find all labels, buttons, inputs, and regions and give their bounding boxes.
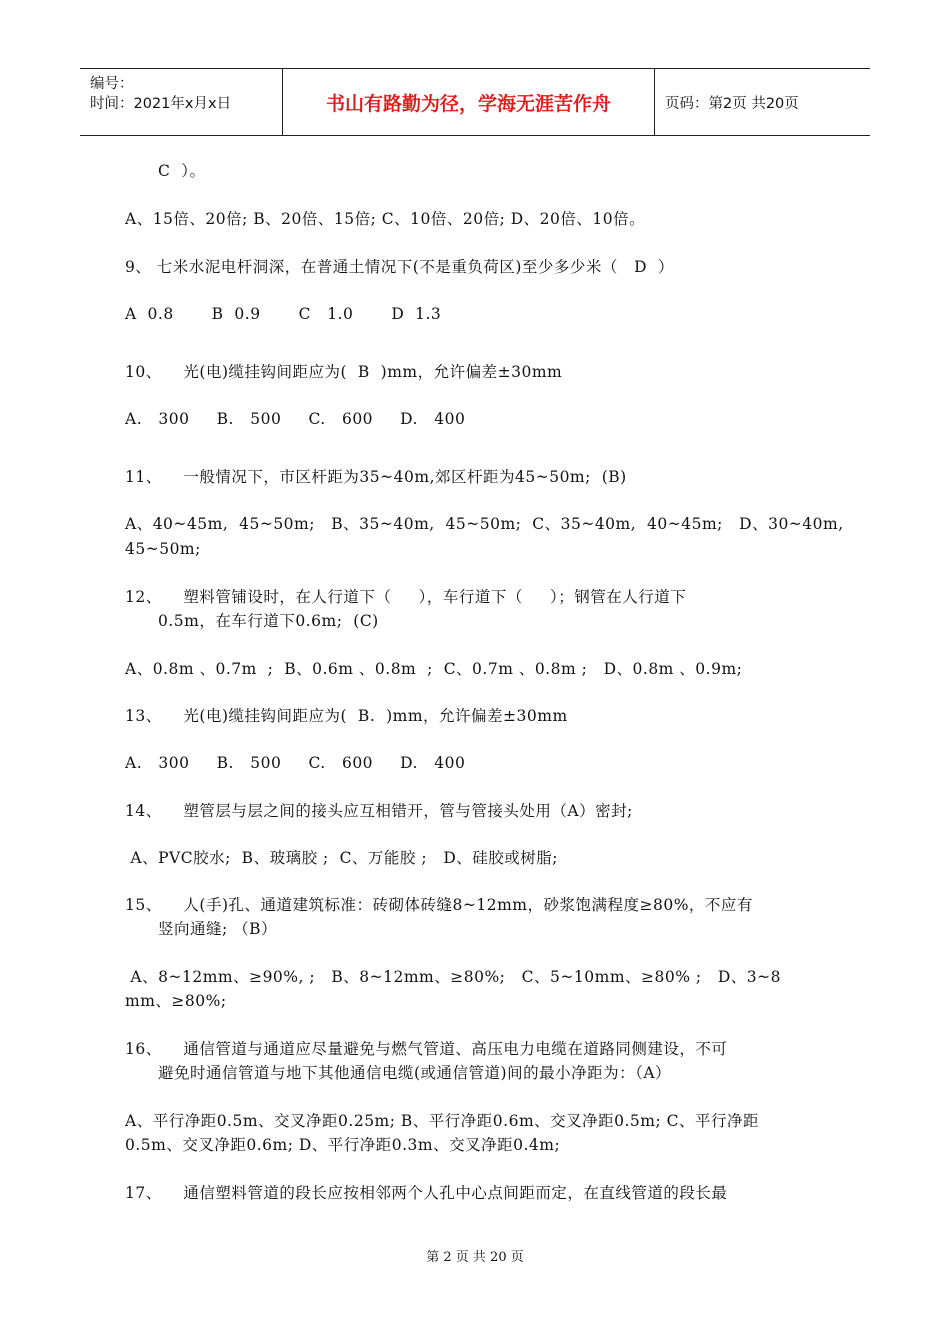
text-line: A、PVC胶水; B、玻璃胶 ; C、万能胶 ; D、硅胶或树脂; (125, 849, 559, 867)
text-line: A、15倍、20倍; B、20倍、15倍; C、10倍、20倍; D、20倍、10倍。 (125, 210, 646, 228)
page-footer: 第 2 页 共 20 页 (426, 1250, 524, 1265)
number-label: 编号： (90, 76, 134, 92)
header-motto (283, 69, 655, 135)
text-line: 14、 塑管层与层之间的接头应互相错开，管与管接头处用（A）密封; (125, 802, 633, 820)
text-line: A、8~12mm、≥90%, ; B、8~12mm、≥80%; C、5~10mm、≥80% ; D、3~8 (125, 968, 782, 986)
text-line: 10、 光(电)缆挂钩间距应为( B )mm，允许偏差±30mm (125, 363, 563, 381)
header-page-code (655, 69, 870, 135)
page-header (80, 68, 870, 136)
motto-text: 书山有路勤为径，学海无涯苦作舟 (325, 92, 611, 115)
text-line: 11、 一般情况下，市区杆距为35~40m,郊区杆距为45~50m; (B) (125, 468, 627, 486)
text-line: A、40~45m, 45~50m; B、35~40m, 45~50m; C、35~40m, 40~45m; D、30~40m, (125, 515, 844, 533)
text-line: 45~50m; (125, 540, 201, 558)
header-meta (80, 69, 283, 135)
text-line: 12、 塑料管铺设时，在人行道下（ ），车行道下（ ）；钢管在人行道下 (125, 588, 687, 606)
text-line: 16、 通信管道与通道应尽量避免与燃气管道、高压电力电缆在道路同侧建设，不可 (125, 1040, 728, 1058)
text-line: 避免时通信管道与地下其他通信电缆(或通信管道)间的最小净距为：（A） (158, 1064, 672, 1082)
text-line: 0.5m、交叉净距0.6m; D、平行净距0.3m、交叉净距0.4m; (125, 1136, 561, 1154)
text-line: A 0.8 B 0.9 C 1.0 D 1.3 (125, 305, 442, 323)
page-code-text: 页码：第2页 共20页 (665, 95, 799, 112)
text-line: 竖向通缝; （B） (158, 920, 278, 938)
text-line: A. 300 B. 500 C. 600 D. 400 (125, 410, 466, 428)
text-line: mm、≥80%; (125, 992, 227, 1010)
text-line: 17、 通信塑料管道的段长应按相邻两个人孔中心点间距而定，在直线管道的段长最 (125, 1184, 728, 1202)
text-line: A、平行净距0.5m、交叉净距0.25m; B、平行净距0.6m、交叉净距0.5m; C、平行净距 (125, 1112, 759, 1130)
text-line: 13、 光(电)缆挂钩间距应为( B. )mm，允许偏差±30mm (125, 707, 568, 725)
text-line: 9、 七米水泥电杆洞深，在普通土情况下(不是重负荷区)至少多少米（ D ） (125, 258, 674, 276)
text-line: 15、 人(手)孔、通道建筑标准：砖砌体砖缝8~12mm，砂浆饱满程度≥80%，不应有 (125, 896, 753, 914)
date-line: 时间：2021年x月x日 (90, 96, 232, 112)
text-line: A. 300 B. 500 C. 600 D. 400 (125, 754, 466, 772)
text-line: A、0.8m 、0.7m ; B、0.6m 、0.8m ; C、0.7m 、0.8m ; D、0.8m 、0.9m; (125, 660, 743, 678)
text-line: C ）。 (158, 162, 206, 180)
text-line: 0.5m，在车行道下0.6m; (C) (158, 612, 379, 630)
